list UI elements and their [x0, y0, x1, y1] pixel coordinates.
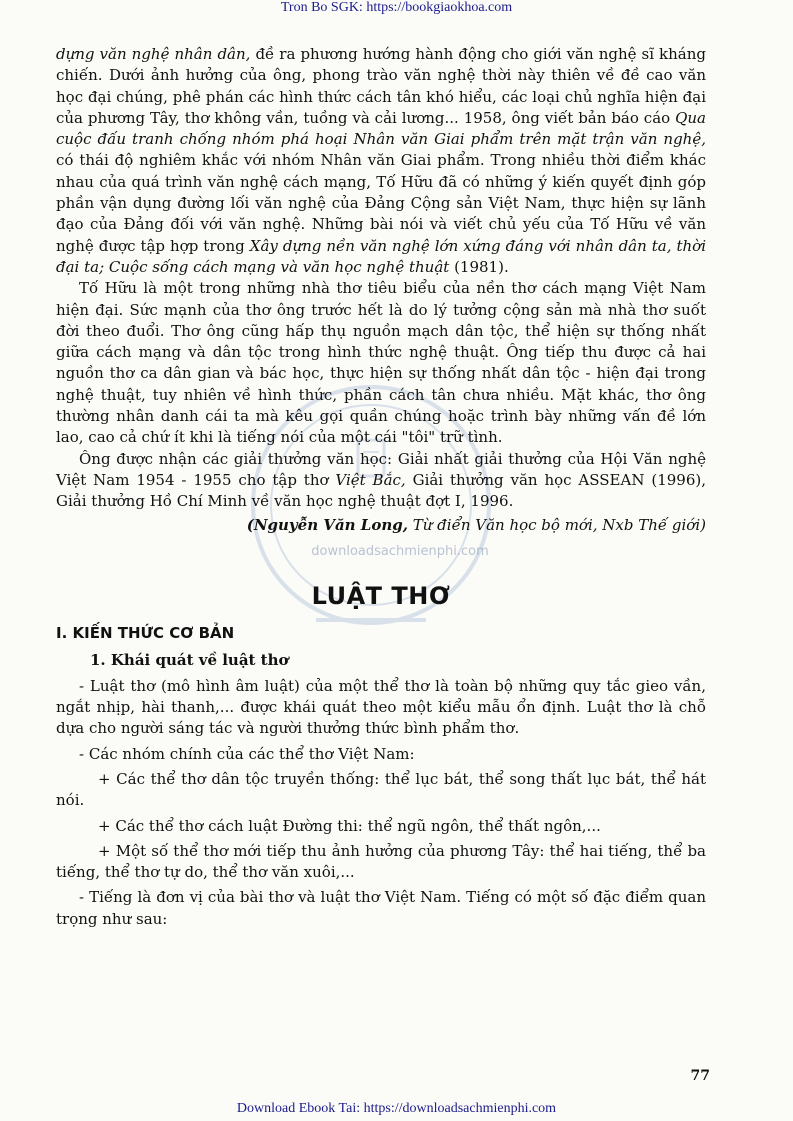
- page-number: 77: [690, 1068, 710, 1084]
- paragraph-awards: [56, 449, 706, 513]
- source-citation: [56, 515, 706, 536]
- subsection-heading: 1. Khái quát về luật thơ: [90, 651, 289, 670]
- body-paragraph: + Các thể thơ cách luật Đường thi: thể ngũ ngôn, thể thất ngôn,...: [98, 816, 601, 835]
- section-heading: I. KIẾN THỨC CƠ BẢN: [56, 624, 235, 643]
- page-content: [56, 44, 706, 930]
- body-paragraph: - Tiếng là đơn vị của bài thơ và luật thơ Việt Nam. Tiếng có một số đặc điểm quan trọng như sau:: [56, 888, 706, 928]
- chapter-title: LUẬT THƠ: [311, 581, 451, 610]
- body-paragraphs: [56, 676, 706, 930]
- text-run: Giải thưởng văn học ASSEAN (1996), Giải thưởng Hồ Chí Minh về văn học nghệ thuật đợt I, 1996.: [56, 470, 706, 511]
- body-paragraph: - Luật thơ (mô hình âm luật) của một thể thơ là toàn bộ những quy tắc gieo vần, ngắt nhịp, hài thanh,... được khái quát theo một kiểu mẫu ổn định. Luật thơ là chỗ dựa cho người sáng tác và người thưởng thức bình phẩm thơ.: [56, 676, 706, 738]
- text-run: Qua cuộc đấu tranh chống nhóm phá hoại Nhân văn Giai phẩm trên mặt trận văn nghệ,: [56, 108, 706, 149]
- text-run: (1981).: [449, 257, 509, 276]
- body-paragraph: + Các thể thơ dân tộc truyền thống: thể lục bát, thể song thất lục bát, thể hát nói.: [56, 769, 706, 810]
- watermark-text: downloadsachmienphi.com: [311, 544, 489, 559]
- body-paragraph: - Các nhóm chính của các thể thơ Việt Nam:: [79, 744, 415, 763]
- body-paragraph: + Một số thể thơ mới tiếp thu ảnh hưởng của phương Tây: thể hai tiếng, thể ba tiếng, thể thơ tự do, thể thơ văn xuôi,...: [56, 841, 706, 882]
- text-run: (Nguyễn Văn Long,: [246, 515, 408, 534]
- text-run: dựng văn nghệ nhân dân,: [56, 45, 251, 63]
- text-run: Xây dựng nền văn nghệ lớn xứng đáng với nhân dân ta, thời đại ta; Cuộc sống cách mạng và văn học nghệ thuật: [56, 236, 706, 276]
- paragraph-continued: [56, 44, 706, 278]
- text-run: có thái độ nghiêm khắc với nhóm Nhân văn Giai phẩm. Trong nhiều thời điểm khác nhau của quá trình văn nghệ cách mạng, Tố Hữu đã có những ý kiến quyết định góp phần vận dụng đường lối văn nghệ của Đảng Cộng sản Việt Nam, thực hiện sự lãnh đạo của Đảng đối với văn nghệ. Những bài nói và viết chủ yếu của Tố Hữu về văn nghệ được tập hợp trong: [56, 151, 706, 255]
- header-download-link[interactable]: Tron Bo SGK: https://bookgiaokhoa.com: [280, 0, 513, 15]
- footer-download-link[interactable]: Download Ebook Tai: https://downloadsachmienphi.com: [236, 1101, 557, 1116]
- text-run: Từ điển Văn học bộ mới, Nxb Thế giới): [407, 515, 706, 534]
- text-run: Ông được nhận các giải thưởng văn học: Giải nhất giải thưởng của Hội Văn nghệ Việt Nam 1954 - 1955 cho tập thơ: [56, 449, 706, 489]
- text-run: Việt Bắc,: [335, 470, 406, 489]
- text-run: đề ra phương hướng hành động cho giới văn nghệ sĩ kháng chiến. Dưới ảnh hưởng của ông, phong trào văn nghệ thời này thiên về đề cao văn học đại chúng, phê phán các hình thức cách tân khó hiểu, các loại chủ nghĩa hiện đại của phương Tây, thơ không vần, tuồng và cải lương... 1958, ông viết bản báo cáo: [56, 45, 706, 127]
- paragraph-assessment: Tố Hữu là một trong những nhà thơ tiêu biểu của nền thơ cách mạng Việt Nam hiện đại. Sức mạnh của thơ ông trước hết là do lý tưởng cộng sản mà nhà thơ suốt đời theo đuổi. Thơ ông cũng hấp thụ nguồn mạch dân tộc, thể hiện sự thống nhất giữa cách mạng và dân tộc trong hình thức nghệ thuật. Ông tiếp thu được cả hai nguồn thơ ca dân gian và bác học, thực hiện sự thống nhất dân tộc - hiện đại trong nghệ thuật, tuy nhiên về hình thức, phần cách tân chưa nhiều. Mặt khác, thơ ông thường nhân danh cái ta mà kêu gọi quần chúng hoặc trình bày những vấn đề lớn lao, cao cả chứ ít khi là tiếng nói của một cái "tôi" trữ tình.: [56, 279, 706, 447]
